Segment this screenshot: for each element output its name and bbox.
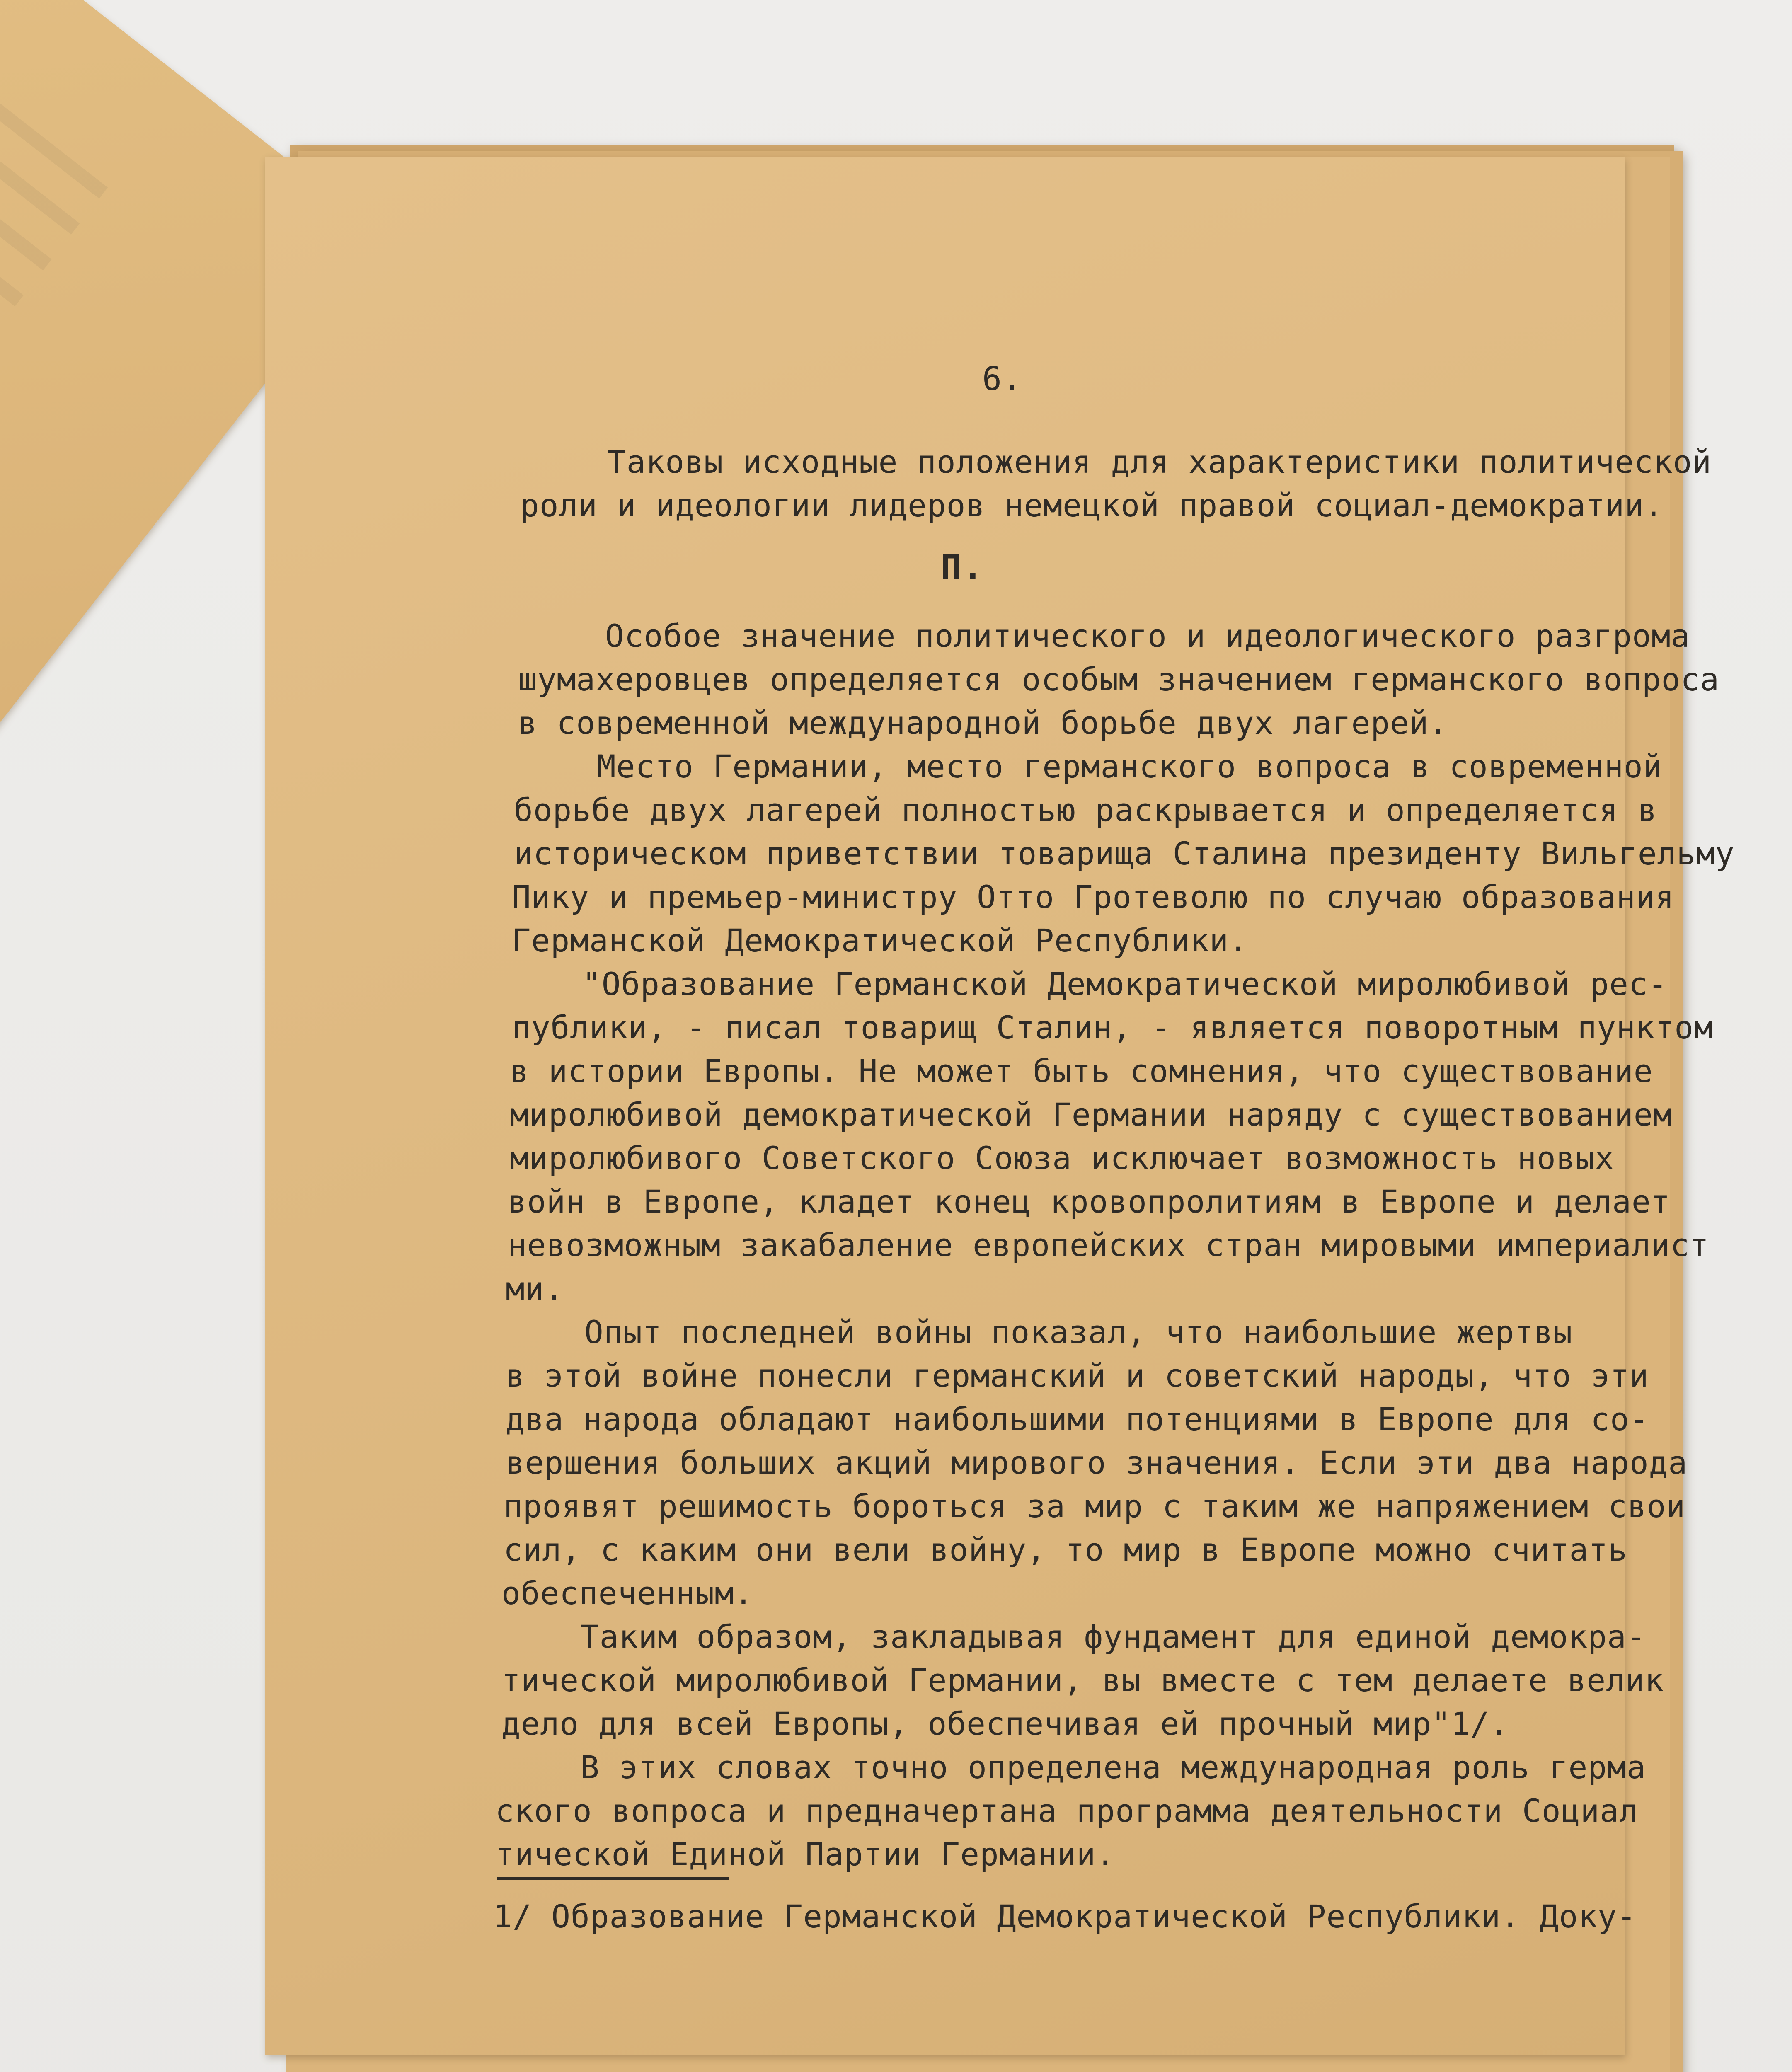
text-line: в этой войне понесли германский и советский народы, что эти <box>506 1357 1649 1394</box>
footnote-rule <box>497 1877 729 1880</box>
text-line: проявят решимость бороться за мир с таким же напряжением свои <box>504 1488 1686 1525</box>
text-line: "Образование Германской Демократической миролюбивой рес- <box>582 966 1668 1002</box>
text-line: войн в Европе, кладет конец кровопролитиям в Европе и делает <box>508 1183 1671 1220</box>
text-line: обеспеченным. <box>501 1575 753 1612</box>
text-line: Особое значение политического и идеологического разгрома <box>605 617 1690 654</box>
text-line: миролюбивой демократической Германии наряду с существованием <box>510 1096 1673 1133</box>
text-line: тической Единой Партии Германии. <box>495 1836 1116 1873</box>
text-line: невозможным закабаление европейских стран мировыми империалист <box>508 1227 1709 1264</box>
text-line: Пику и премьер-министру Отто Гротеволю по случаю образования <box>512 879 1675 915</box>
text-line: ми. <box>506 1270 564 1307</box>
text-line: в современной международной борьбе двух лагерей. <box>518 704 1448 741</box>
text-line: борьбе двух лагерей полностью раскрывается и определяется в <box>514 792 1657 828</box>
text-line: историческом приветствии товарища Сталина президенту Вильгельму <box>514 835 1735 872</box>
text-line: сил, с каким они вели войну, то мир в Европе можно считать <box>504 1531 1627 1568</box>
text-line: Германской Демократической Республики. <box>512 922 1248 959</box>
footnote: 1/ Образование Германской Демократической Республики. Доку- <box>493 1898 1637 1935</box>
text-line: ского вопроса и предначертана программа деятельности Социал <box>495 1792 1639 1829</box>
text-line: Таким образом, закладывая фундамент для единой демокра- <box>580 1618 1646 1655</box>
text-line: вершения больших акций мирового значения. Если эти два народа <box>506 1444 1688 1481</box>
text-line: дело для всей Европы, обеспечивая ей прочный мир"1/. <box>501 1705 1509 1742</box>
text-line: публики, - писал товарищ Сталин, - является поворотным пунктом <box>512 1009 1713 1046</box>
back-sheet-faint-text <box>0 0 108 482</box>
text-line: шумахеровцев определяется особым значением германского вопроса <box>518 661 1719 698</box>
section-heading: П. <box>941 547 984 588</box>
text-line: миролюбивого Советского Союза исключает возможность новых <box>510 1140 1615 1176</box>
text-line: роли и идеологии лидеров немецкой правой социал-демократии. <box>520 487 1664 524</box>
text-line: в истории Европы. Не может быть сомнения, что существование <box>510 1053 1653 1089</box>
text-line: Опыт последней войны показал, что наибольшие жертвы <box>584 1314 1573 1351</box>
text-line: В этих словах точно определена международная роль герма <box>580 1749 1646 1786</box>
text-line: два народа обладают наибольшими потенциями в Европе для со- <box>506 1401 1649 1438</box>
text-line: Место Германии, место германского вопроса в современной <box>597 748 1663 785</box>
text-line: Таковы исходные положения для характеристики политической <box>607 443 1712 480</box>
text-line: тической миролюбивой Германии, вы вместе с тем делаете велик <box>501 1662 1664 1699</box>
page-number: 6. <box>982 361 1022 398</box>
